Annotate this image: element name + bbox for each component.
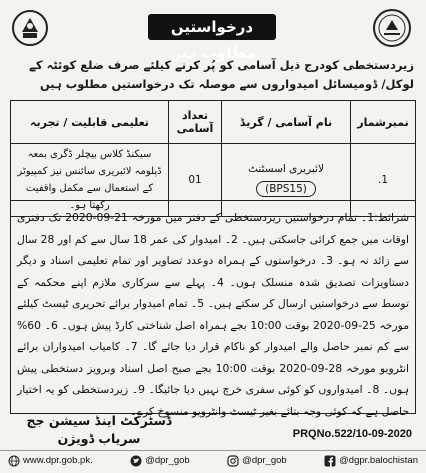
court-seal-icon (372, 8, 412, 48)
signature-title: ڈسٹرکٹ اینڈ سیشن جج (26, 413, 172, 428)
terms-text: شرائط:1۔ تمام درخواستیں زیردستخطی کے دفتر میں مورخہ 21-09-2020 تک دفتری اوقات میں جمع کرائی جاسکتی ہیں۔ 2۔ امیدوار کی عمر 18 سال سے کم اور 28 سال سے زائد نہ ہو۔ 3۔ درخواستوں کے ہمراہ دوعدد تصاویر اور تمام تعلیمی اسناد و دیگر دستاویزات تصدیق شدہ منسلک ہوں۔ 4۔ پہلے سے سرکاری ملازم اپنے محکمہ کے توسط سے درخواستیں ارسال کر سکتے ہیں۔ 5۔ تمام امیدوار برائے تحریری ٹیسٹ کیلئے مورخہ 25-09-2020 بوقت 10:00 بجے ہمراہ اصل شناختی کارڈ پیش ہوں۔ 6۔ 60% سے کم نمبر حاصل والے امیدوار کو ناکام قرار دیا جائے گا۔ 7۔ کامیاب امیدواران برائے انٹرویو مورخہ 28-09-2020 بوقت 10:00 بجے صبح اصل اسناد وبرویز دستخطی پیش ہوں۔ 8۔ امیدواروں کو کوئی سفری خرچ نہیں دیا جائیگا۔ 9۔ زیردستخطی کو یہ اختیار حاصل ہے کہ کوئی وجہ بتائے بغیر ٹیسٹ وانٹرویو منسوخ کرے۔ (17, 211, 409, 418)
instagram-icon (227, 455, 239, 467)
footer (0, 450, 426, 470)
header-post-count: تعداد آسامی (169, 101, 222, 144)
signature-block (24, 412, 174, 448)
header-serial: نمبرشمار (351, 101, 416, 144)
prq-number: PRQNo.522/10-09-2020 (292, 428, 412, 440)
page-title: درخواستیں مطلوب ہیں (148, 14, 276, 40)
website-label: www.dpr.gob.pk. (23, 455, 93, 466)
twitter-label: @dpr_gob (145, 455, 190, 466)
facebook-label: @dgpr.balochistan (339, 455, 418, 466)
post-name: لائبریری اسسٹنٹ (248, 163, 324, 175)
header-post-name: نام آسامی / گریڈ (222, 101, 351, 144)
footer-twitter[interactable] (130, 455, 190, 467)
government-emblem-icon (10, 8, 50, 48)
grade-badge: (BPS15) (256, 181, 316, 197)
table-header-row (11, 101, 416, 144)
facebook-icon (324, 455, 336, 467)
footer-facebook[interactable] (324, 455, 418, 467)
terms-box (10, 200, 416, 418)
header (0, 4, 426, 62)
qualification-cell: سیکنڈ کلاس بیچلر ڈگری بمعہ ڈپلومہ لائبریری سائنس نیز کمپیوٹر کے استعمال سے مکمل واقفیت رکھتا ہو۔ (11, 144, 169, 217)
instagram-label: @dpr_gob (242, 455, 287, 466)
intro-text: زیردستخطی کودرج ذیل آسامی کو پُر کرنے کیلئے صرف ضلع کوئٹہ کے لوکل/ ڈومیسائل امیدواروں سے موصلہ تک درخواستیں مطلوب ہیں (29, 58, 414, 91)
footer-instagram[interactable] (227, 455, 287, 467)
signature-division: سریاب ڈویژن (57, 431, 141, 446)
globe-icon (8, 455, 20, 467)
twitter-icon (130, 455, 142, 467)
serial-cell: 1. (351, 144, 416, 217)
post-count-cell: 01 (169, 144, 222, 217)
footer-website[interactable] (8, 455, 93, 467)
header-qualification: تعلیمی قابلیت / تجربہ (11, 101, 169, 144)
